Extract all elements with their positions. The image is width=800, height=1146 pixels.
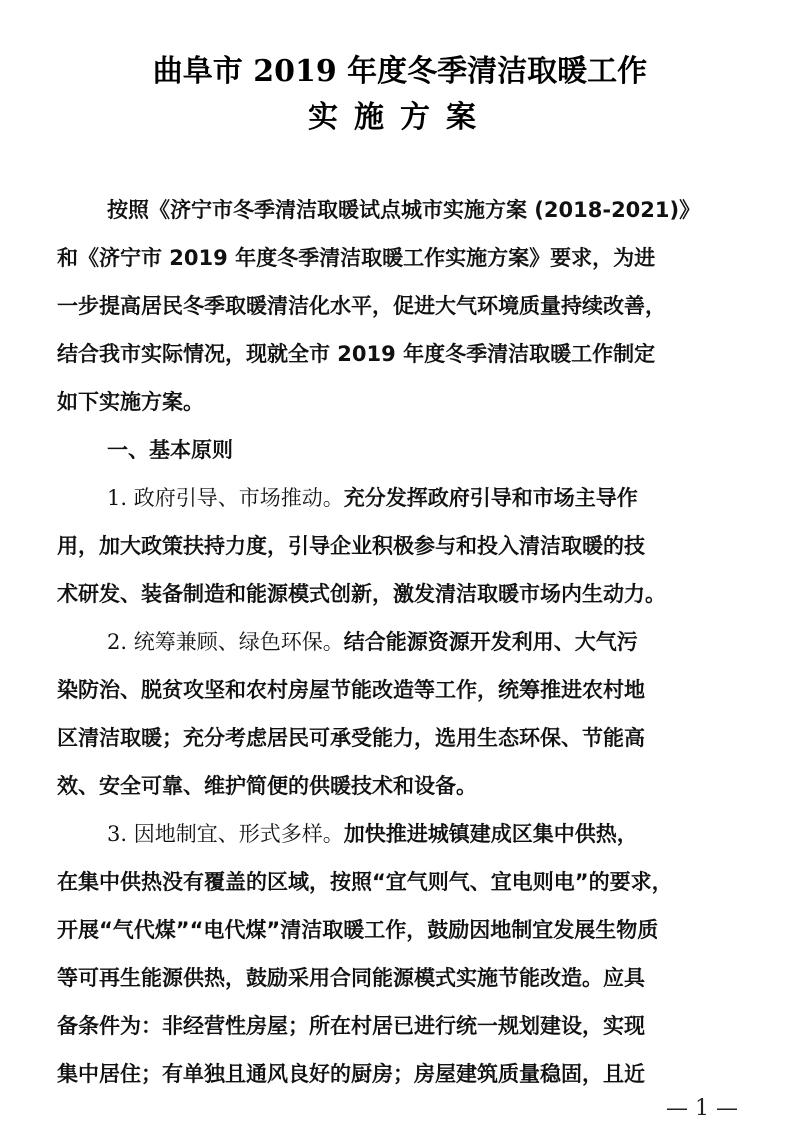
- body-line: 在集中供热没有覆盖的区域，按照“宜气则气、宜电则电”的要求，: [57, 870, 673, 894]
- body-line: 开展“气代煤”“电代煤”清洁取暖工作，鼓励因地制宜发展生物质: [57, 918, 659, 942]
- body-line: 染防治、脱贫攻坚和农村房屋节能改造等工作，统筹推进农村地: [57, 678, 645, 702]
- body-line: 区清洁取暖；充分考虑居民可承受能力，选用生态环保、节能高: [57, 726, 645, 750]
- document-title-line-2: 实施方案: [308, 100, 492, 135]
- body-line: 备条件为：非经营性房屋；所在村居已进行统一规划建设，实现: [57, 1014, 645, 1038]
- body-line: 集中居住；有单独且通风良好的厨房；房屋建筑质量稳固，且近: [57, 1062, 645, 1086]
- principle-2-first-line: [107, 622, 757, 662]
- body-line: 术研发、装备制造和能源模式创新，激发清洁取暖市场内生动力。: [57, 582, 666, 606]
- principle-1-heading: 1. 政府引导、市场推动。: [107, 486, 344, 510]
- principle-3-text: 加快推进城镇建成区集中供热，: [343, 822, 638, 846]
- body-line: 按照《济宁市冬季清洁取暖试点城市实施方案 (2018-2021)》: [107, 198, 701, 222]
- principle-1-text: 充分发挥政府引导和市场主导作: [343, 486, 638, 510]
- page-number: — 1 —: [666, 1096, 738, 1121]
- principle-3-first-line: [107, 814, 757, 854]
- principle-2-text: 结合能源资源开发利用、大气污: [343, 630, 638, 654]
- body-line: 和《济宁市 2019 年度冬季清洁取暖工作实施方案》要求，为进: [57, 246, 656, 270]
- body-line: 等可再生能源供热，鼓励采用合同能源模式实施节能改造。应具: [57, 966, 645, 990]
- principle-3-heading: 3. 因地制宜、形式多样。: [107, 822, 344, 846]
- principle-2-heading: 2. 统筹兼顾、绿色环保。: [107, 630, 344, 654]
- body-line: 如下实施方案。: [57, 390, 204, 414]
- principle-1-first-line: [107, 478, 757, 518]
- section-heading: 一、基本原则: [107, 438, 233, 462]
- document-title-line-1: 曲阜市 2019 年度冬季清洁取暖工作: [152, 54, 648, 89]
- body-line: 结合我市实际情况，现就全市 2019 年度冬季清洁取暖工作制定: [57, 342, 656, 366]
- body-line: 一步提高居民冬季取暖清洁化水平，促进大气环境质量持续改善，: [57, 294, 666, 318]
- body-line: 效、安全可靠、维护简便的供暖技术和设备。: [57, 774, 477, 798]
- body-line: 用，加大政策扶持力度，引导企业积极参与和投入清洁取暖的技: [57, 534, 645, 558]
